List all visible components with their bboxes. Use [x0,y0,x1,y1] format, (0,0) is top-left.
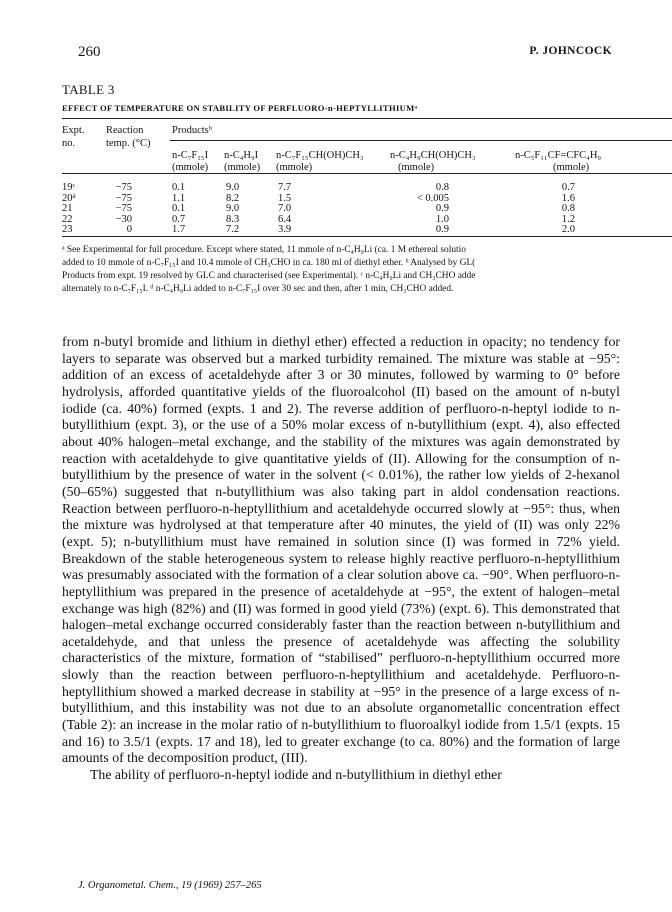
product-col-4-name: n-C₄H₉CH(OH)CH₃ [390,150,476,161]
page-number: 260 [78,44,101,60]
products-rule [170,140,672,141]
cell-product-5: 2.0 [561,224,575,235]
cell-product-2: 8.3 [226,213,240,225]
cell-product-1: 0.1 [172,203,186,214]
col-header-temp-line2: temp. (°C) [106,138,151,149]
product-col-4-unit: (mmole) [398,162,435,173]
footnote-line: added to 10 mmole of n-C₇F₁₅I and 10.4 mmole of CH₃CHO in ca. 180 ml of diethyl ether. ᵇ Analysed by GL( [62,258,476,268]
cell-temp: 0 [126,224,132,235]
footnote-line: alternately to n-C₇F₁₅I. ᵈ n-C₄H₉Li added to n-C₇F₁₅I over 30 sec and then, after 1 min, CH₃CHO added. [62,284,454,294]
cell-product-3: 1.5 [278,192,292,204]
cell-product-5: 0.8 [561,203,575,214]
footnote-line: ᵃ See Experimental for full procedure. Except where stated, 11 mmole of n-C₄H₉Li (ca. 1 M ethereal solutio [62,245,466,255]
cell-product-3: 7.0 [278,203,292,214]
cell-product-3: 7.7 [278,182,292,193]
product-col-1-unit: (mmole) [172,162,209,173]
cell-product-4: 0.9 [435,224,449,235]
running-head: P. JOHNCOCK [529,45,612,57]
cell-product-3: 6.4 [278,213,292,225]
cell-product-2: 9.0 [226,182,240,193]
table-bottom-rule [62,236,672,237]
cell-product-5: 1.2 [561,213,575,225]
cell-product-1: 1.7 [172,224,186,235]
table-label: TABLE 3 [62,82,115,97]
product-col-1-name: n-C₇F₁₅I [172,150,209,161]
cell-product-4: 0.8 [435,182,449,193]
product-col-5-unit: (mmole) [553,162,590,173]
paragraph: The ability of perfluoro-n-heptyl iodide and n-butyllithium in diethyl ether [90,767,502,783]
cell-temp: −75 [115,182,132,193]
cell-expt: 19ᶜ [62,182,76,193]
table-footnotes [62,244,672,296]
table-top-rule [62,118,672,119]
product-col-2-unit: (mmole) [224,162,261,173]
cell-product-2: 8.2 [226,192,240,204]
product-col-2-name: n-C₄H₉I [224,150,259,161]
col-header-products: Productsᵇ [172,125,213,136]
cell-expt: 22 [62,213,73,225]
cell-product-4: 1.0 [435,213,449,225]
cell-product-5: 1.6 [561,192,575,204]
col-header-expt-line2: no. [62,138,76,149]
journal-citation: J. Organometal. Chem., 19 (1969) 257–265 [78,880,262,891]
product-col-5-name: n-C₅F₁₁CF=CFC₄H₉ [515,150,602,161]
cell-product-2: 9.0 [226,203,240,214]
cell-product-4: < 0.005 [416,192,449,204]
cell-product-4: 0.9 [435,203,449,214]
cell-product-2: 7.2 [226,224,240,235]
cell-expt: 20ᵈ [62,192,76,204]
page-header [78,44,612,64]
cell-temp: −75 [115,203,132,214]
body-text [62,334,620,784]
cell-product-3: 3.9 [278,224,292,235]
cell-expt: 23 [62,224,73,235]
cell-temp: −30 [115,213,132,225]
product-col-3-unit: (mmole) [276,162,313,173]
cell-product-1: 0.7 [172,213,186,225]
cell-product-5: 0.7 [561,182,575,193]
cell-temp: −75 [115,192,132,204]
footnote-line: Products from expt. 19 resolved by GLC and characterised (see Experimental). ᶜ n-C₄H₉Li and CH₃CHO adde [62,271,476,281]
product-col-3-name: n-C₇F₁₅CH(OH)CH₃ [276,150,364,161]
cell-product-1: 1.1 [172,192,186,204]
col-header-expt-line1: Expt. [62,125,85,136]
paragraph: from n-butyl bromide and lithium in diethyl ether) effected a reduction in opacity; no tendency for layers to separate was observed but a marked turbidity remained. The mixture was stable at −95°: addition of an excess of acetaldehyde after 3 or 30 minutes, followed by warming to 0° before hydrolysis, afforded quantitative yields of the fluoroalcohol (II) based on the amount of n-butyl iodide (ca. 40%) formed (expts. 1 and 2). The reverse addition of perfluoro-n-heptyl iodide to n-butyllithium (expt. 3), or the use of a 50% molar excess of n-butyllithium (expt. 4), also effected about 40% halogen–metal exchange, and the stability of the mixtures was again demonstrated by reaction with acetaldehyde to give quantitative yields of (II). Allowing for the consumption of n-butyllithium by the presence of water in the solvent (< 0.01%), the rather low yields of 2-hexanol (50–65%) suggested that n-butyllithium was also taking part in aldol condensation reactions. Reaction between perfluoro-n-heptyllithium and acetaldehyde occurred slowly at −95°: thus, when the mixture was hydrolysed at that temperature after 40 minutes, the yield of (II) was only 22% (expt. 5); n-butyllithium must have remained in solution since (I) was formed in 72% yield. Breakdown of the stable heterogeneous system to release highly reactive perfluoro-n-heptyllithium was presumably associated with the formation of a clear solution above ca. −90°. When perfluoro-n-heptyllithium was prepared in the presence of acetaldehyde at −95°, the extent of halogen–metal exchange was high (82%) and (II) was formed in good yield (73%) (expt. 6). This demonstrated that halogen–metal exchange occurred considerably faster than the reaction between n-butyllithium and acetaldehyde, and that unless the presence of acetaldehyde was affecting the solubility characteristics of the mixture, formation of “stabilised” perfluoro-n-heptyllithium occurred more slowly than the reaction between perfluoro-n-heptyllithium and acetaldehyde. Perfluoro-n-heptyllithium showed a marked decrease in stability at −95° in the presence of a large excess of n-butyllithium, and this instability was not due to an absolute organometallic concentration effect (Table 2): an increase in the molar ratio of n-butyllithium to fluoroalkyl iodide from 1.5/1 (expts. 15 and 16) to 3.5/1 (expts. 17 and 18), led to greater exchange (to ca. 80%) and the formation of large amounts of the decomposition product, (III). [62,334,620,766]
cell-expt: 21 [62,203,73,214]
col-header-temp-line1: Reaction [106,125,144,136]
table-title: EFFECT OF TEMPERATURE ON STABILITY OF PERFLUORO-n-HEPTYLLITHIUMᵃ [62,103,418,113]
cell-product-1: 0.1 [172,182,186,193]
